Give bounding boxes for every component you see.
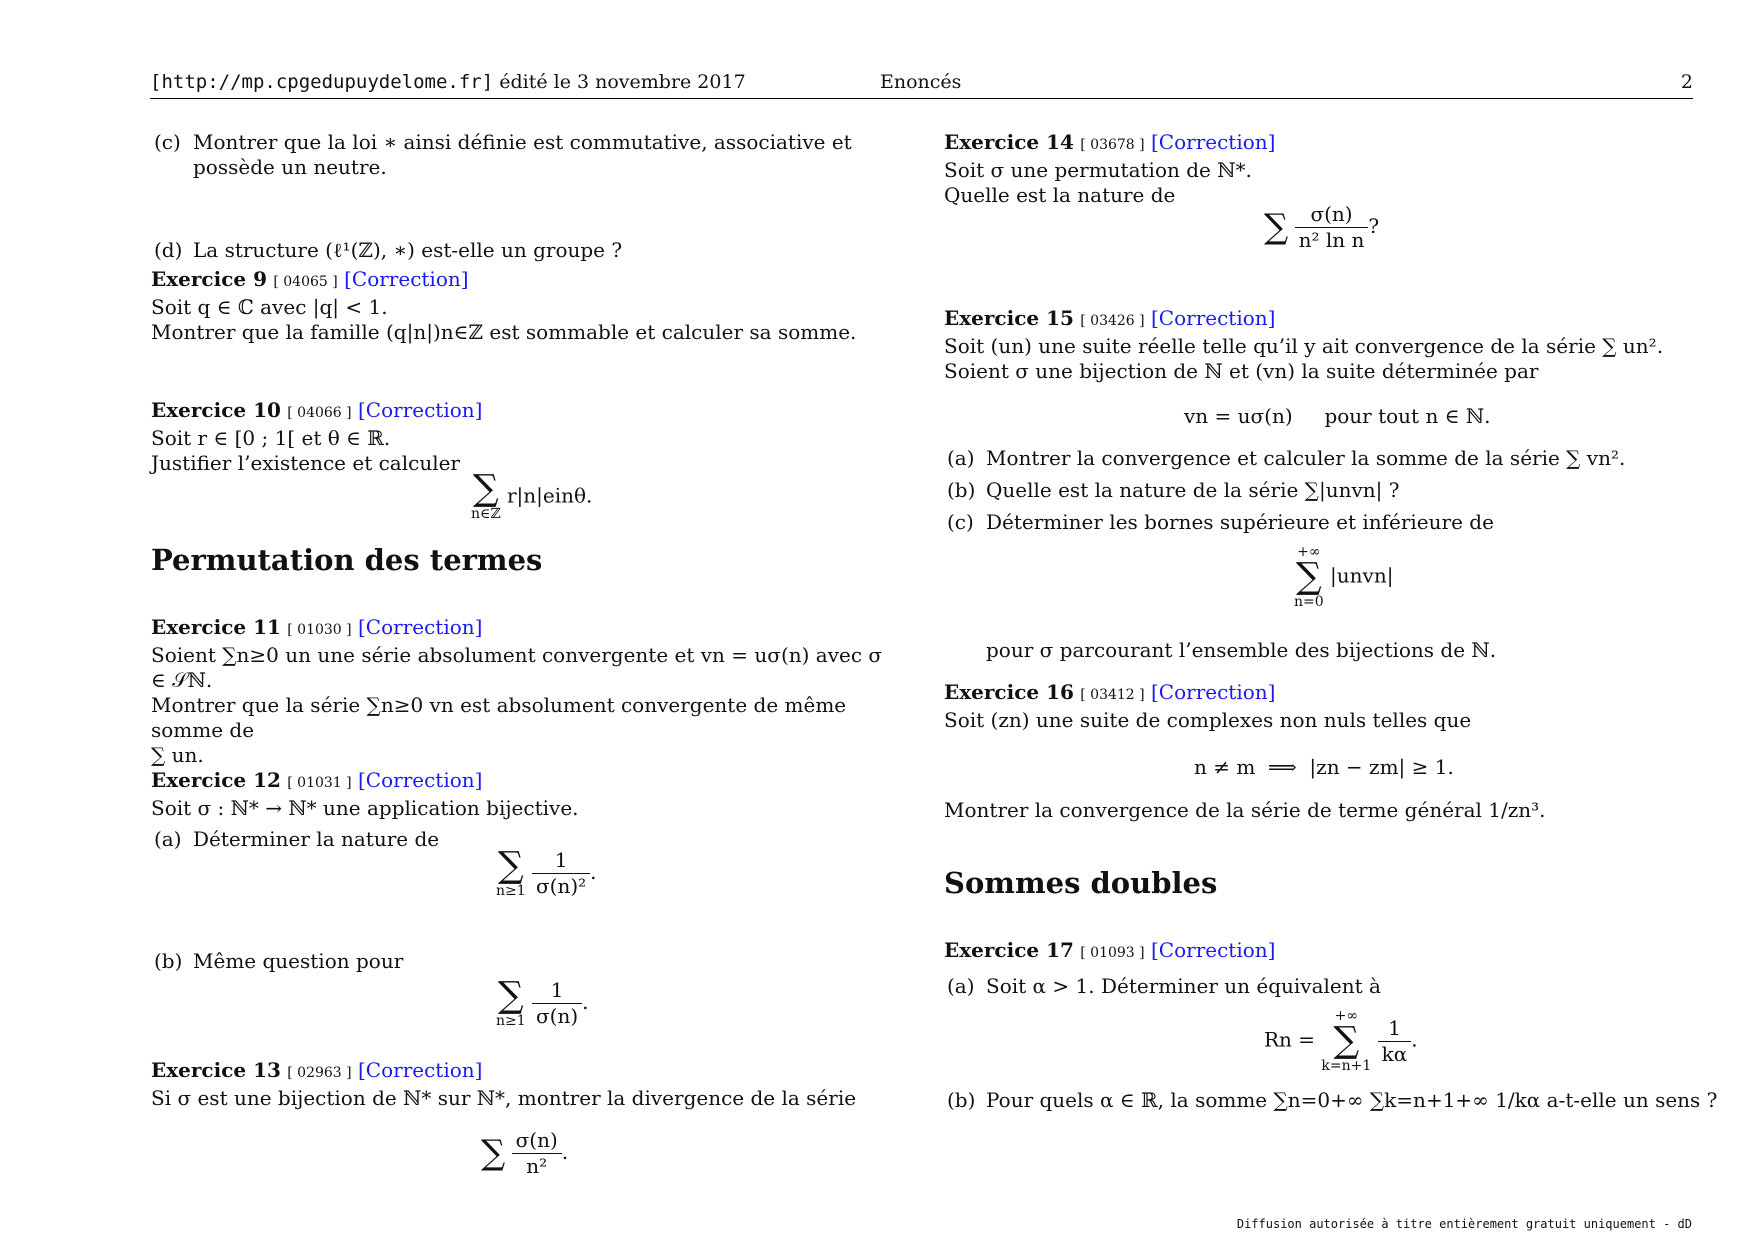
- exercise-ref: [ 01031 ]: [287, 775, 352, 791]
- correction-link[interactable]: [Correction]: [358, 768, 483, 792]
- item-text: Même question pour: [193, 949, 404, 973]
- exercise-12: [151, 768, 891, 1029]
- exercise-line: Soient ∑n≥0 un une série absolument convergente et vn = uσ(n) avec σ ∈ 𝒮ℕ.: [151, 643, 883, 692]
- exercise-title: Exercice 13: [151, 1058, 281, 1082]
- header-url[interactable]: [http://mp.cpgedupuydelome.fr]: [150, 71, 494, 93]
- exercise-line: Montrer que la famille (q|n|)n∈ℤ est sommable et calculer sa somme.: [151, 320, 857, 344]
- exercise-title: Exercice 15: [944, 306, 1074, 330]
- formula-body: r|n|einθ.: [506, 483, 593, 508]
- item-text: Déterminer la nature de: [193, 827, 440, 851]
- header-source: [150, 70, 746, 95]
- page-number: 2: [1680, 71, 1693, 93]
- item-text: Soit α > 1. Déterminer un équivalent à: [986, 974, 1381, 998]
- item-a: [944, 974, 1684, 999]
- item-b: [944, 478, 1726, 503]
- fraction: $\frac{1}{\text{σ(n)²}}$: [532, 848, 590, 899]
- sum-symbol: ∑ n≥1: [496, 844, 526, 899]
- header-title: Enoncés: [880, 71, 962, 93]
- exercise-line: Montrer que la série ∑n≥0 vn est absolument convergente de même somme de: [151, 693, 847, 742]
- exercise-line: Soit (zn) une suite de complexes non nuls telles que: [944, 708, 1472, 732]
- item-label: (b): [947, 478, 976, 502]
- section-title: Permutation des termes: [151, 543, 543, 577]
- exercise-ref: [ 01093 ]: [1080, 945, 1145, 961]
- item-label: (b): [154, 949, 183, 973]
- sum-symbol: ∑: [1264, 207, 1289, 247]
- fraction: $\frac{1}{k\alpha}$: [1378, 1016, 1412, 1067]
- correction-link[interactable]: [Correction]: [1151, 306, 1276, 330]
- item-a: [944, 446, 1726, 471]
- item-label: (a): [947, 446, 975, 470]
- exercise-11: [151, 615, 891, 768]
- formula-body: |unvn|: [1330, 563, 1394, 588]
- correction-link[interactable]: [Correction]: [1151, 680, 1276, 704]
- exercise-13: [151, 1058, 891, 1178]
- exercise-line: Quelle est la nature de: [944, 183, 1176, 207]
- exercise-title: Exercice 11: [151, 615, 281, 639]
- correction-link[interactable]: [Correction]: [344, 267, 469, 291]
- exercise-16: [944, 680, 1684, 822]
- exercise-line: ∑ un.: [151, 743, 204, 767]
- item-text: La structure (ℓ¹(ℤ), ∗) est-elle un groupe ?: [193, 238, 623, 262]
- sum-symbol: +∞ ∑ k=n+1: [1321, 1008, 1372, 1074]
- item-label: (b): [947, 1088, 976, 1112]
- item-d: [151, 238, 933, 263]
- formula: n ≠ m ⟹ |zn − zm| ≥ 1.: [1194, 755, 1454, 779]
- exercise-ref: [ 02963 ]: [287, 1065, 352, 1081]
- item-text: Montrer que la loi ∗ ainsi définie est commutative, associative et possède un neutre.: [193, 130, 852, 179]
- item-b: [151, 949, 933, 974]
- exercise-ref: [ 03678 ]: [1080, 137, 1145, 153]
- item-text: Montrer la convergence et calculer la somme de la série ∑ vn².: [986, 446, 1626, 470]
- formula: ∑ n≥1 $\frac{1}{\sigma(n)}$ .: [496, 974, 589, 1029]
- item-c: [944, 510, 1726, 535]
- formula: [471, 468, 593, 522]
- section-title: Sommes doubles: [944, 866, 1218, 900]
- item-label: (c): [154, 130, 181, 154]
- exercise-15: [944, 306, 1684, 662]
- left-column: [151, 130, 891, 1178]
- exercise-9: [151, 267, 891, 345]
- formula: ∑ $\frac{\sigma(n)}{\text{n²}}$ .: [481, 1128, 569, 1178]
- item-c: [151, 130, 933, 180]
- exercise-line: Montrer la convergence de la série de terme général 1/zn³.: [944, 798, 1546, 822]
- exercise-line: Soit σ : ℕ* → ℕ* une application bijective.: [151, 796, 579, 820]
- exercise-line: Si σ est une bijection de ℕ* sur ℕ*, montrer la divergence de la série: [151, 1086, 857, 1110]
- exercise-title: Exercice 9: [151, 267, 267, 291]
- item-text: Quelle est la nature de la série ∑|unvn| ?: [986, 478, 1400, 502]
- exercise-ref: [ 04065 ]: [273, 274, 338, 290]
- exercise-line: pour σ parcourant l’ensemble des bijections de ℕ.: [986, 638, 1497, 662]
- correction-link[interactable]: [Correction]: [358, 1058, 483, 1082]
- formula: [1294, 544, 1393, 610]
- page-header: [150, 70, 1693, 99]
- exercise-10: [151, 398, 891, 522]
- formula: vn = uσ(n) pour tout n ∈ ℕ.: [1184, 404, 1491, 428]
- correction-link[interactable]: [Correction]: [358, 615, 483, 639]
- exercise-line: Soit (un) une suite réelle telle qu’il y ait convergence de la série ∑ un².: [944, 334, 1664, 358]
- exercise-line: Soit r ∈ [0 ; 1[ et θ ∈ ℝ.: [151, 426, 391, 450]
- header-edited: édité le 3 novembre 2017: [499, 71, 746, 93]
- exercise-title: Exercice 14: [944, 130, 1074, 154]
- exercise-ref: [ 03426 ]: [1080, 313, 1145, 329]
- item-label: (a): [947, 974, 975, 998]
- item-b: [944, 1088, 1726, 1113]
- exercise-ref: [ 01030 ]: [287, 622, 352, 638]
- exercise-title: Exercice 10: [151, 398, 281, 422]
- page-footer: Diffusion autorisée à titre entièrement gratuit uniquement - dD: [1236, 1217, 1692, 1231]
- sum-symbol: ∑ n≥1: [496, 974, 526, 1029]
- sum-symbol: ∑ n∈ℤ: [471, 468, 501, 522]
- exercise-line: Soit σ une permutation de ℕ*.: [944, 158, 1252, 182]
- fraction: $\frac{\sigma(n)}{\text{n²}}$: [512, 1128, 562, 1179]
- item-label: (a): [154, 827, 182, 851]
- exercise-ref: [ 04066 ]: [287, 405, 352, 421]
- exercise-title: Exercice 16: [944, 680, 1074, 704]
- exercise-title: Exercice 17: [944, 938, 1074, 962]
- item-text: Pour quels α ∈ ℝ, la somme ∑n=0+∞ ∑k=n+1+∞ 1/kα a-t-elle un sens ?: [986, 1088, 1718, 1112]
- exercise-title: Exercice 12: [151, 768, 281, 792]
- exercise-line: Soient σ une bijection de ℕ et (vn) la suite déterminée par: [944, 359, 1539, 383]
- exercise-line: Justifier l’existence et calculer: [151, 451, 460, 475]
- correction-link[interactable]: [Correction]: [1151, 938, 1276, 962]
- correction-link[interactable]: [Correction]: [1151, 130, 1276, 154]
- fraction: $\frac{1}{\sigma(n)}$: [532, 978, 582, 1029]
- item-label: (d): [154, 238, 183, 262]
- item-text: Déterminer les bornes supérieure et inférieure de: [986, 510, 1494, 534]
- fraction: $\frac{\sigma(n)}{\text{n² ln n}}$: [1295, 202, 1369, 253]
- sum-symbol: +∞ ∑ n=0: [1294, 544, 1324, 610]
- formula: ∑ n≥1 $\frac{1}{\text{σ(n)²}}$ .: [496, 844, 597, 899]
- formula-lhs: Rn =: [1264, 1027, 1316, 1052]
- correction-link[interactable]: [Correction]: [358, 398, 483, 422]
- exercise-ref: [ 03412 ]: [1080, 687, 1145, 703]
- formula: ∑ $\frac{\sigma(n)}{\text{n² ln n}}$ ?: [1264, 202, 1380, 252]
- exercise-17: [944, 938, 1718, 1112]
- sum-symbol: ∑: [481, 1133, 506, 1173]
- exercise-line: Soit q ∈ ℂ avec |q| < 1.: [151, 295, 388, 319]
- formula: Rn = +∞ ∑ k=n+1 $\frac{1}{k\alpha}$ .: [1264, 1008, 1418, 1074]
- exercise-14: [944, 130, 1684, 252]
- item-label: (c): [947, 510, 974, 534]
